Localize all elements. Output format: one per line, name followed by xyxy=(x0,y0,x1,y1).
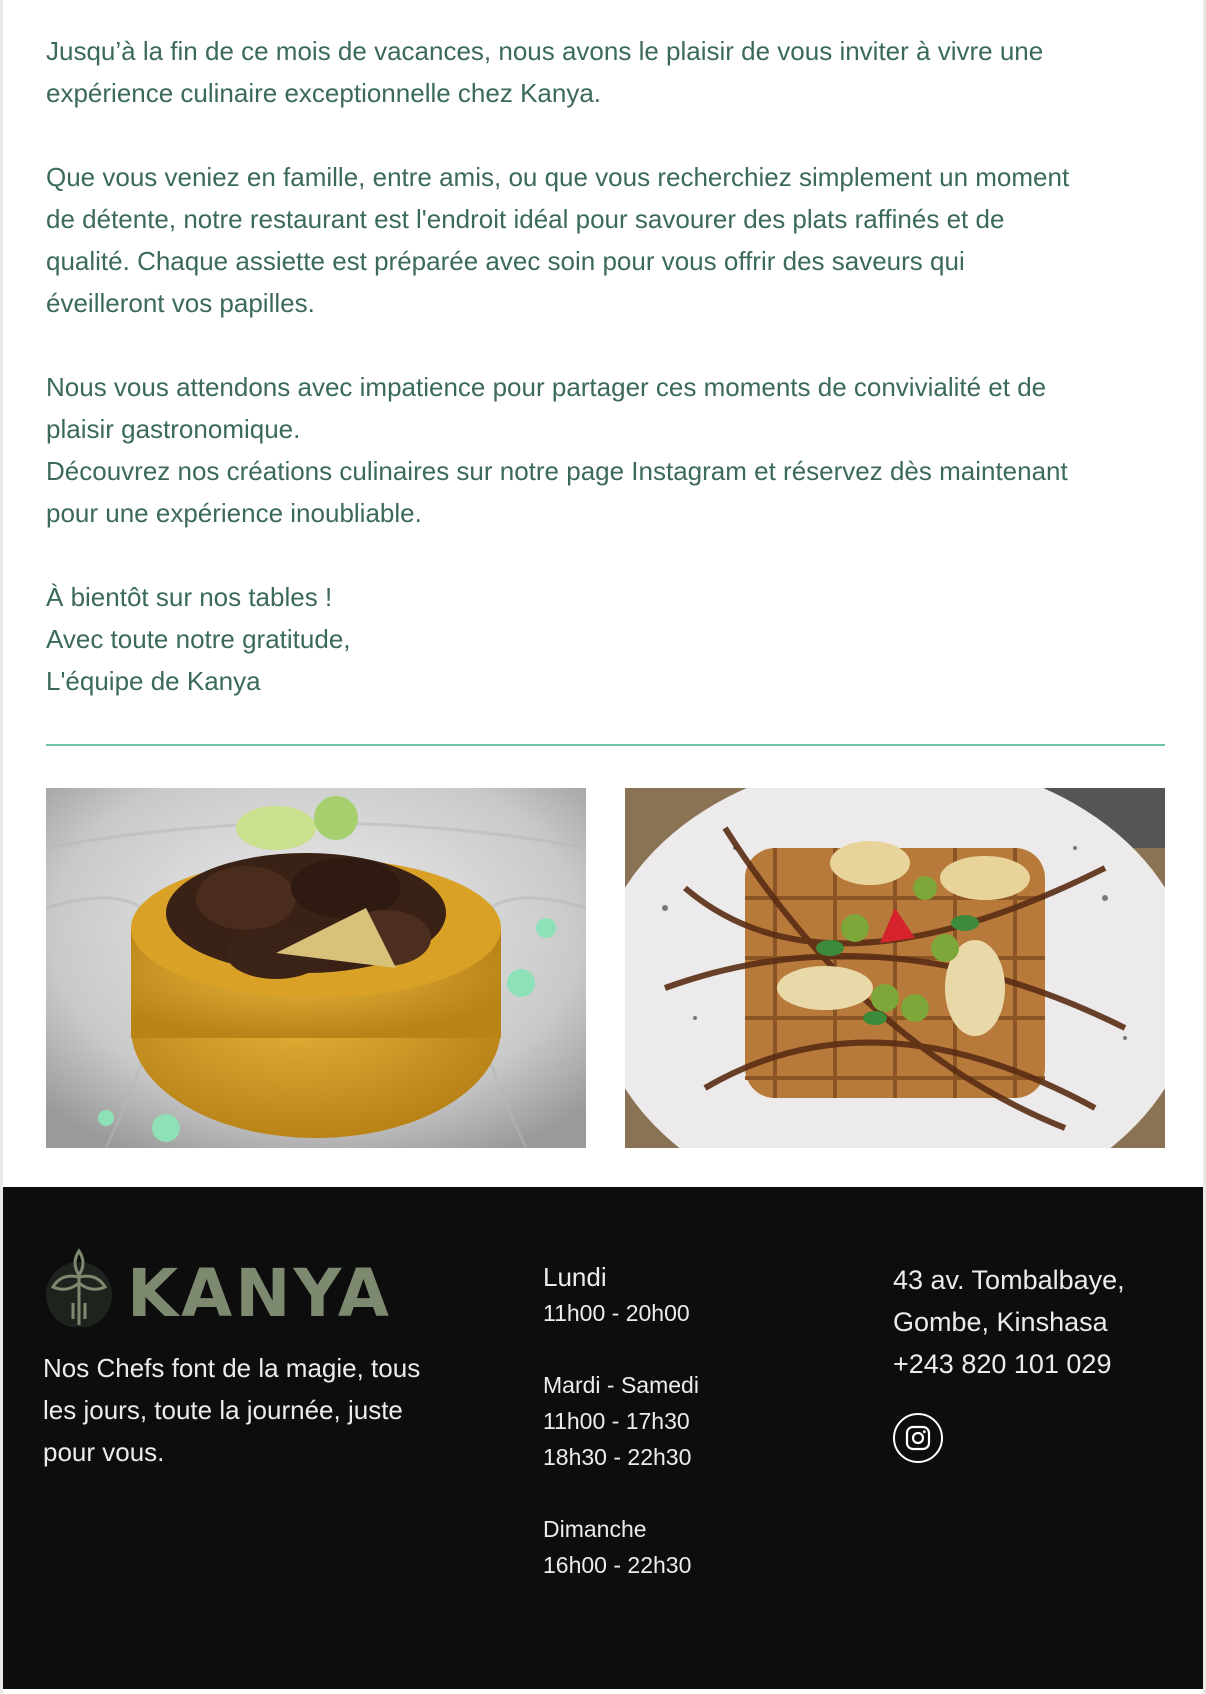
footer-tagline xyxy=(43,1347,483,1473)
hours-slot: 11h00 - 17h30 xyxy=(543,1408,690,1434)
paragraph-details-line: Que vous veniez en famille, entre amis, ou que vous recherchiez simplement un moment xyxy=(46,162,1070,192)
paragraph-details-line: qualité. Chaque assiette est préparée avec soin pour vous offrir des saveurs qui xyxy=(46,246,965,276)
paragraph-details-line: éveilleront vos papilles. xyxy=(46,288,315,318)
hours-day-sunday: Dimanche xyxy=(543,1516,647,1542)
hours-day-tue-sat: Mardi - Samedi xyxy=(543,1372,699,1398)
paragraph-invite-line: Découvrez nos créations culinaires sur notre page Instagram et réservez dès maintenant xyxy=(46,456,1068,486)
paragraph-invite-line: plaisir gastronomique. xyxy=(46,414,301,444)
paragraph-invite-line: Nous vous attendons avec impatience pour partager ces moments de convivialité et de xyxy=(46,372,1047,402)
footer xyxy=(3,1187,1203,1689)
hours-day-monday: Lundi xyxy=(543,1262,607,1292)
address-line: 43 av. Tombalbaye, xyxy=(893,1265,1125,1295)
tagline-line: pour vous. xyxy=(43,1437,165,1467)
kanya-logo[interactable] xyxy=(43,1247,393,1332)
hours-slot: 11h00 - 20h00 xyxy=(543,1300,690,1326)
brand-name: KANYA xyxy=(127,1255,393,1332)
tagline-line: les jours, toute la journée, juste xyxy=(43,1395,403,1425)
closing-line: Avec toute notre gratitude, xyxy=(46,624,351,654)
instagram-icon xyxy=(905,1425,931,1451)
instagram-button[interactable] xyxy=(893,1413,943,1463)
address-line: Gombe, Kinshasa xyxy=(893,1307,1108,1337)
hours-slot: 18h30 - 22h30 xyxy=(543,1444,692,1470)
hours-slot: 16h00 - 22h30 xyxy=(543,1552,692,1578)
signature-line: L'équipe de Kanya xyxy=(46,666,261,696)
paragraph-details-line: de détente, notre restaurant est l'endroit idéal pour savourer des plats raffinés et de xyxy=(46,204,1005,234)
paragraph-intro-line: Jusqu’à la fin de ce mois de vacances, nous avons le plaisir de vous inviter à vivre une xyxy=(46,36,1044,66)
photo-rice-beef xyxy=(46,788,586,1148)
closing-line: À bientôt sur nos tables ! xyxy=(46,582,333,612)
tagline-line: Nos Chefs font de la magie, tous xyxy=(43,1353,421,1383)
paragraph-intro-line: expérience culinaire exceptionnelle chez Kanya. xyxy=(46,78,602,108)
email-body xyxy=(46,30,1166,702)
section-divider xyxy=(46,744,1165,746)
leaf-fork-icon xyxy=(43,1247,123,1327)
contact-info xyxy=(893,1259,1193,1385)
opening-hours xyxy=(543,1259,843,1583)
photo-waffle-banana xyxy=(625,788,1165,1148)
phone-number[interactable]: +243 820 101 029 xyxy=(893,1349,1112,1379)
paragraph-invite-line: pour une expérience inoubliable. xyxy=(46,498,422,528)
